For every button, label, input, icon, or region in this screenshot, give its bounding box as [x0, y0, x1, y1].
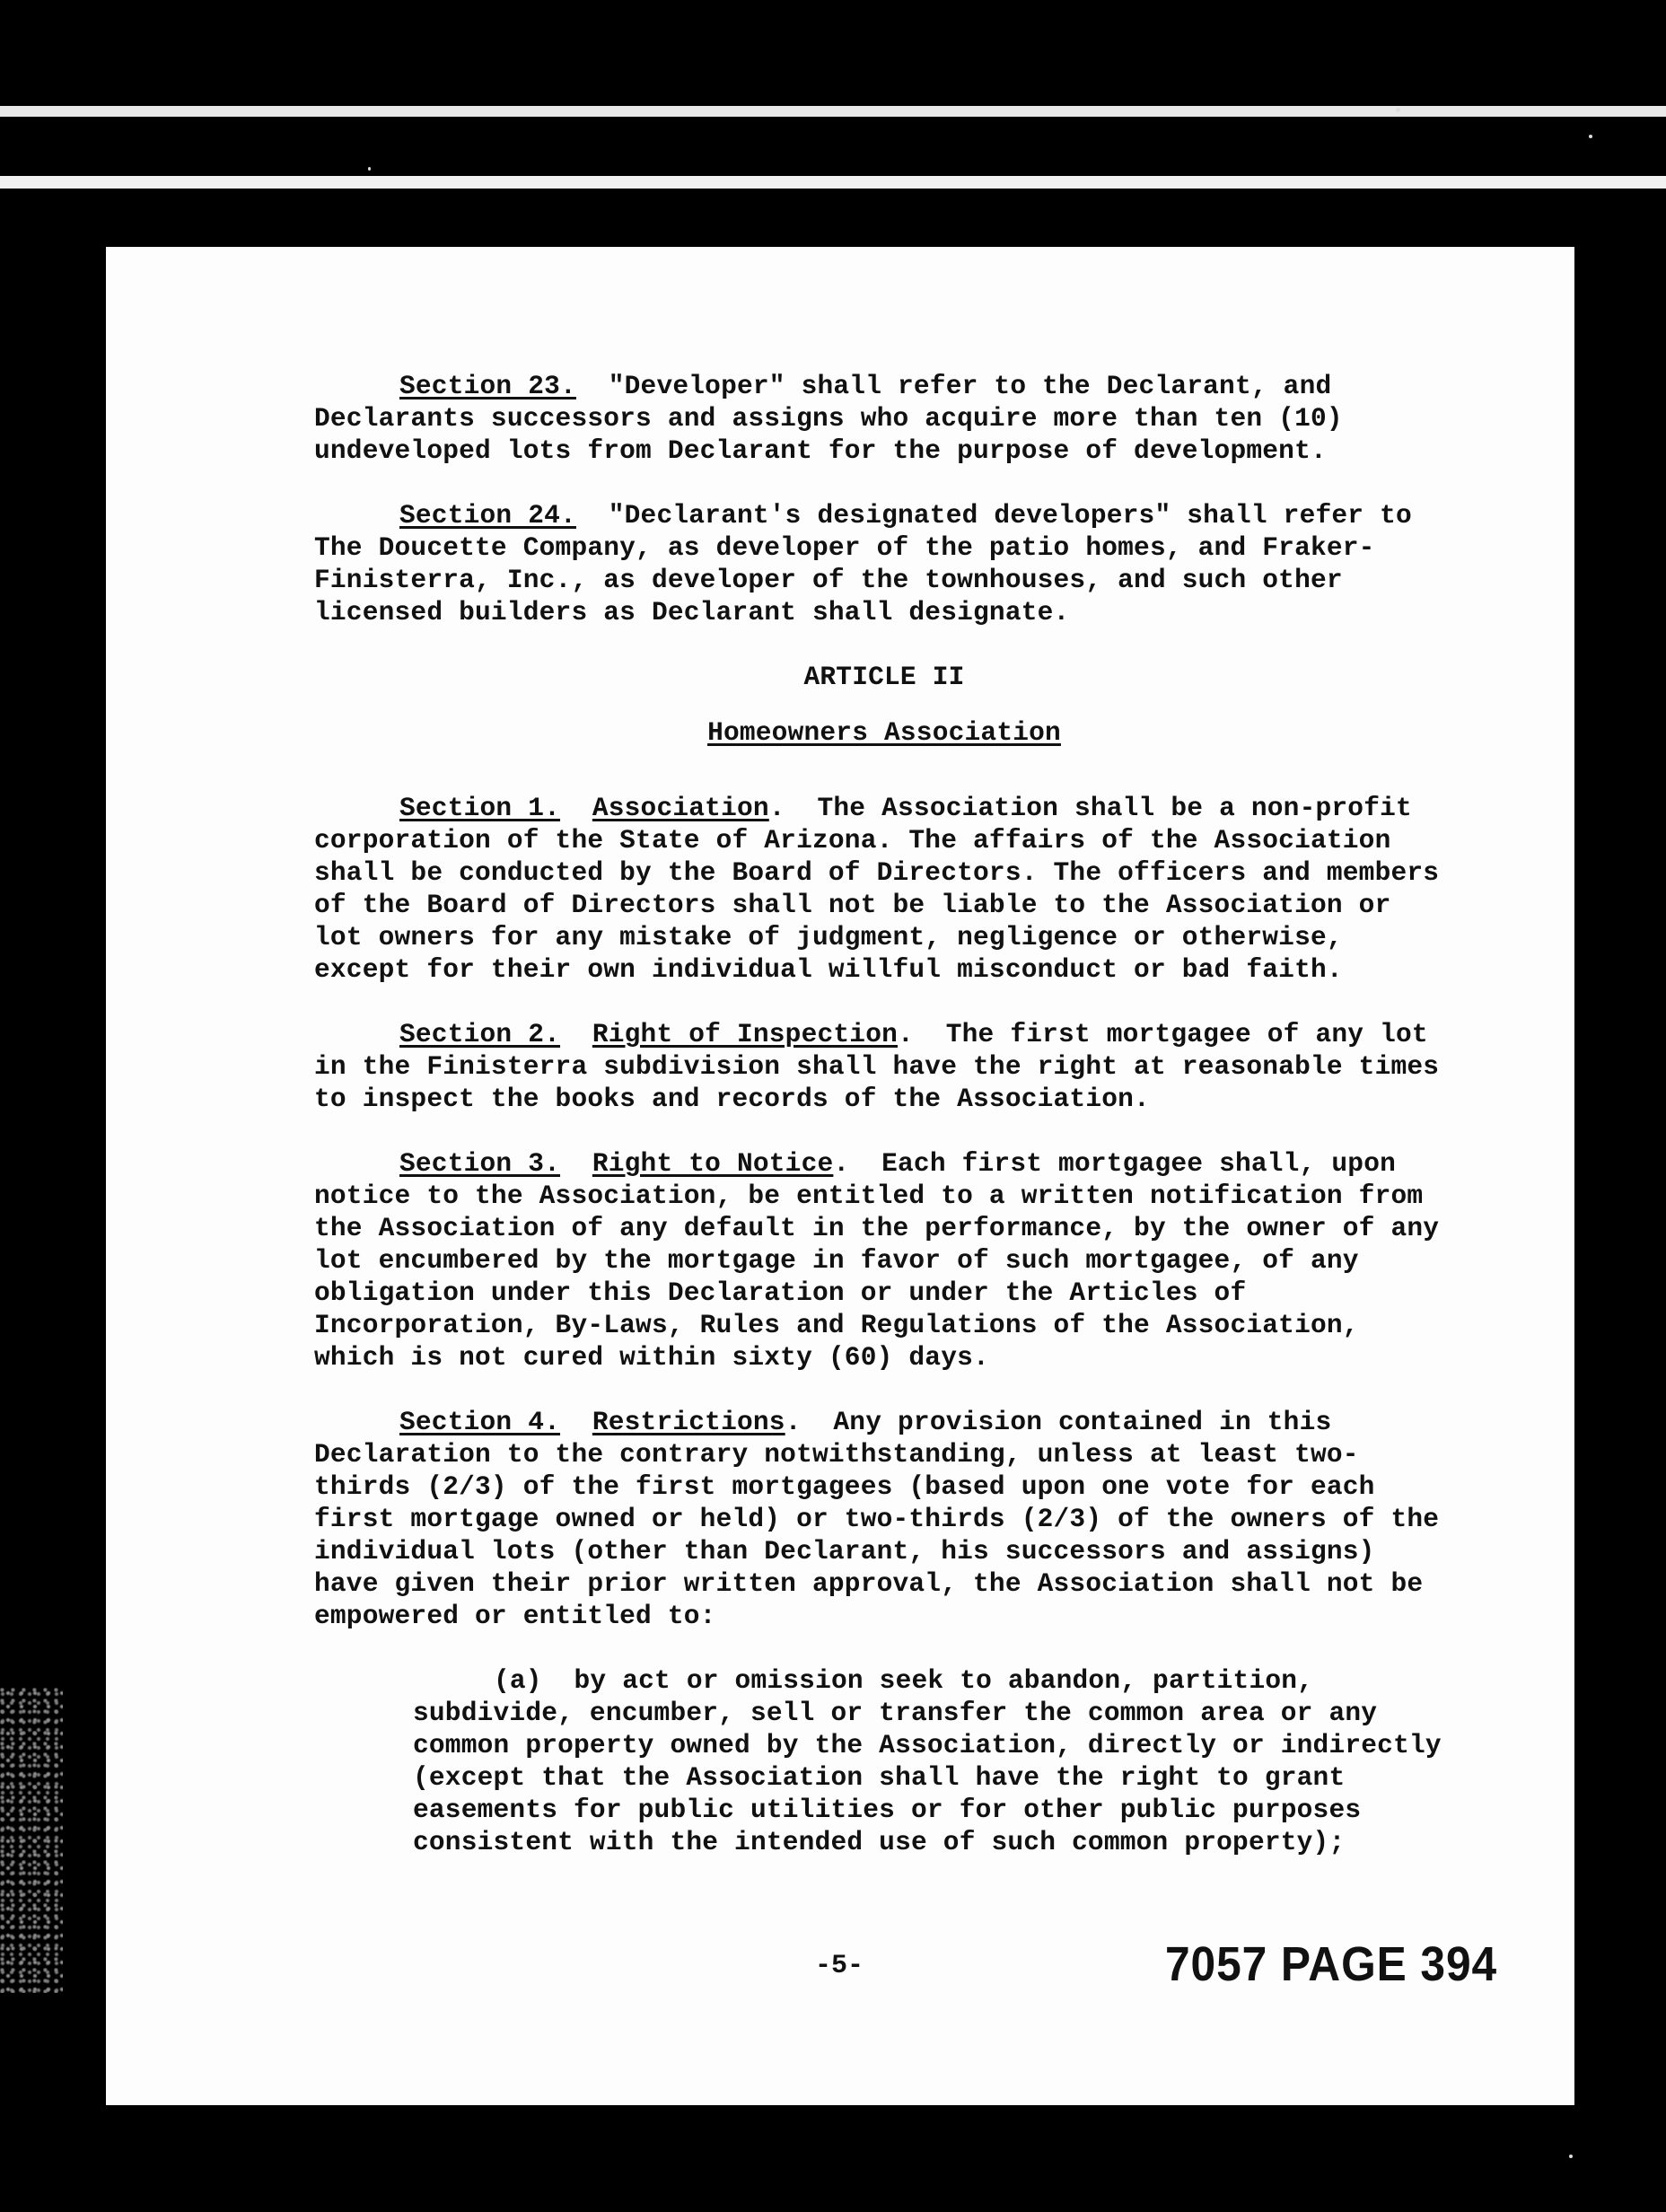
- section-title: Association: [592, 793, 769, 823]
- scan-border-top: [0, 106, 1666, 117]
- document-page: [106, 247, 1574, 2105]
- section-1: Section 1. Association. The Association shall be a non-profit corporation of the State of Arizona. The affairs of the Association shall be conducted by the Board of Directors. The officers and members of the Board of Directors shall not be liable to the Association or lot owners for any mistake of judgment, negligence or otherwise, except for their own individual willful misconduct or bad faith.: [314, 793, 1440, 985]
- section-text: Each first mortgagee shall, upon notice to the Association, be entitled to a written notification from the Association of any default in the performance, by the owner of any lot encumbered by the mortgage in favor of such mortgagee, of any obligation under this Declaration or under the Articles of Incorporation, By-Laws, Rules and Regulations of the Association, which is not cured within sixty (60) days.: [314, 1148, 1440, 1373]
- scan-speck: [1396, 108, 1400, 112]
- section-title: Right of Inspection: [592, 1019, 898, 1049]
- section-title: Right to Notice: [592, 1148, 834, 1179]
- article-subtitle-text: Homeowners Association: [707, 717, 1061, 748]
- section-4: Section 4. Restrictions. Any provision contained in this Declaration to the contrary notwithstanding, unless at least two-thirds (2/3) of the first mortgagees (based upon one vote for each first mortgage owned or held) or two-thirds (2/3) of the owners of the individual lots (other than Declarant, his successors and assigns) have given their prior written approval, the Association shall not be empowered or entitled to:: [314, 1407, 1440, 1631]
- scan-speck: [1569, 2155, 1573, 2158]
- subitem-label: (a): [494, 1665, 542, 1696]
- section-heading: Section 3.: [399, 1148, 561, 1179]
- subitem-a: [413, 1664, 1454, 1858]
- section-title: Restrictions: [592, 1407, 785, 1437]
- article-subtitle: [314, 716, 1454, 749]
- page-number: -5-: [815, 1951, 864, 1981]
- section-2: Section 2. Right of Inspection. The first mortgagee of any lot in the Finisterra subdivision shall have the right at reasonable times to inspect the books and records of the Association.: [314, 1019, 1440, 1114]
- section-heading: Section 4.: [399, 1407, 561, 1437]
- record-stamp: 7057 PAGE 394: [1165, 1937, 1498, 1991]
- section-text: The Association shall be a non-profit corporation of the State of Arizona. The affairs of the Association shall be conducted by the Board of Directors. The officers and members of the Board of Directors shall not be liable to the Association or lot owners for any mistake of judgment, negligence or otherwise, except for their own individual willful misconduct or bad faith.: [314, 793, 1440, 985]
- section-3: Section 3. Right to Notice. Each first mortgagee shall, upon notice to the Association, be entitled to a written notification from the Association of any default in the performance, by the owner of any lot encumbered by the mortgage in favor of such mortgagee, of any obligation under this Declaration or under the Articles of Incorporation, By-Laws, Rules and Regulations of the Association, which is not cured within sixty (60) days.: [314, 1148, 1440, 1373]
- scan-speck: [368, 167, 371, 171]
- article-title: ARTICLE II: [803, 662, 965, 692]
- section-heading: Section 1.: [399, 793, 561, 823]
- subitem-text: by act or omission seek to abandon, partition, subdivide, encumber, sell or transfer the common area or any common property owned by the Association, directly or indirectly (except that the Association shall have the right to grant easements for public utilities or for other public purposes consistent with the intended use of such common property);: [413, 1665, 1442, 1857]
- section-text: "Developer" shall refer to the Declarant, and Declarants successors and assigns who acquire more than ten (10) undeveloped lots from Declarant for the purpose of development.: [314, 371, 1343, 466]
- section-23: [314, 370, 1454, 467]
- section-24: [314, 499, 1454, 628]
- document-body: [314, 370, 1454, 1858]
- section-heading: Section 2.: [399, 1019, 561, 1049]
- section-heading: Section 24.: [399, 500, 576, 531]
- section-text: The first mortgagee of any lot in the Finisterra subdivision shall have the right at reasonable times to inspect the books and records of the Association.: [314, 1019, 1440, 1114]
- section-text: Any provision contained in this Declaration to the contrary notwithstanding, unless at least two-thirds (2/3) of the first mortgagees (based upon one vote for each first mortgage owned or held) or two-thirds (2/3) of the owners of the individual lots (other than Declarant, his successors and assigns) have given their prior written approval, the Association shall not be empowered or entitled to:: [314, 1407, 1440, 1631]
- section-heading: Section 23.: [399, 371, 576, 401]
- scan-noise-left: [0, 1688, 63, 1993]
- scan-speck: [1589, 135, 1592, 138]
- scan-border-band: [0, 176, 1666, 189]
- section-text: "Declarant's designated developers" shall refer to The Doucette Company, as developer of the patio homes, and Fraker-Finisterra, Inc., as developer of the townhouses, and such other licensed builders as Declarant shall designate.: [314, 500, 1412, 628]
